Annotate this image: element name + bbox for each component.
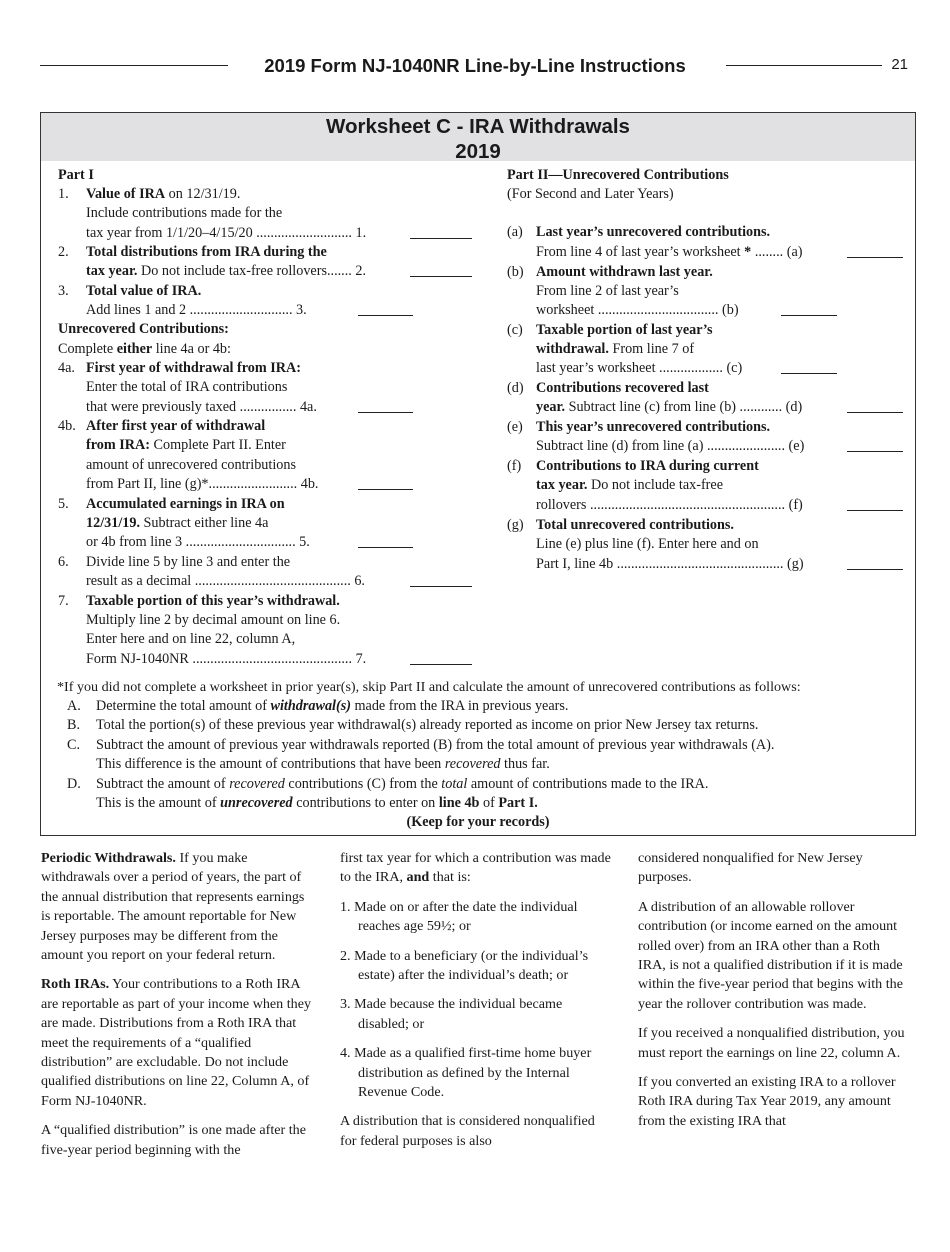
line-e-entry[interactable]	[847, 439, 903, 452]
line-a-text: From line 4 of last year’s worksheet * ........ (a)	[536, 244, 803, 260]
line-7-number: 7.	[58, 593, 69, 609]
line-5-label: Accumulated earnings in IRA on	[86, 496, 285, 512]
qualified-conditions-list	[340, 898, 612, 1103]
line-3-text: Add lines 1 and 2 ............................. 3.	[86, 302, 307, 318]
line-1-label: Value of IRA on 12/31/19.	[86, 186, 241, 202]
line-d-letter: (d)	[507, 380, 524, 396]
list-item: 2. Made to a beneficiary (or the individual’s estate) after the individual’s death; or	[340, 947, 589, 984]
line-b-label: Amount withdrawn last year.	[536, 264, 713, 280]
line-g-entry[interactable]	[847, 557, 903, 570]
line-6-entry[interactable]	[410, 574, 472, 587]
line-4b-number: 4b.	[58, 418, 76, 434]
line-g-label: Total unrecovered contributions.	[536, 517, 734, 533]
line-6-label: Divide line 5 by line 3 and enter the	[86, 554, 291, 570]
line-b-entry[interactable]	[781, 303, 837, 316]
line-4a-text: that were previously taxed ................ 4a.	[86, 399, 317, 415]
line-g-text: Line (e) plus line (f). Enter here and on	[536, 536, 759, 552]
footnote-c-text: Subtract the amount of previous year withdrawals reported (B) from the total amount of previous year withdrawals (A).	[96, 737, 775, 753]
line-c-label: Taxable portion of last year’s	[536, 322, 713, 338]
line-4a-entry[interactable]	[358, 400, 413, 413]
worksheet-c	[40, 112, 916, 836]
page-title: 2019 Form NJ-1040NR Line-by-Line Instructions	[236, 55, 714, 76]
rollover-paragraph: A distribution of an allowable rollover contribution (or income earned on the amount rolled over) from an IRA other than a Roth IRA, is not a qualified distribution if it is made within the five-year period that begins with the year the rollover contribution was made.	[638, 898, 903, 1012]
worksheet-header	[41, 113, 915, 161]
line-e-label: This year’s unrecovered contributions.	[536, 419, 771, 435]
line-d-label: Contributions recovered last	[536, 380, 709, 396]
list-item: 1. Made on or after the date the individual reaches age 59½; or	[340, 898, 578, 935]
worksheet-year: 2019	[455, 140, 501, 163]
line-4a-label: First year of withdrawal from IRA:	[86, 360, 302, 376]
nonqualified-continued: considered nonqualified for New Jersey purposes.	[638, 850, 863, 886]
line-5-entry[interactable]	[358, 535, 413, 548]
line-2-entry[interactable]	[410, 264, 472, 277]
nonqualified-earnings-paragraph: If you received a nonqualified distribution, you must report the earnings on line 22, column A.	[638, 1025, 905, 1061]
line-a-entry[interactable]	[847, 245, 903, 258]
line-4b-text: from Part II, line (g)*......................... 4b.	[86, 476, 319, 492]
line-1-text: Include contributions made for the	[86, 205, 283, 221]
line-e-letter: (e)	[507, 419, 523, 435]
line-7-text: Enter here and on line 22, column A,	[86, 631, 296, 647]
periodic-withdrawals-paragraph: Periodic Withdrawals. If you make withdrawals over a period of years, the part of the annual distribution that represents earnings is reportable. The amount reportable for New Jersey purposes may be different from the amount you report on your federal return.	[41, 850, 305, 964]
line-f-text: tax year. Do not include tax-free	[536, 477, 723, 493]
footnote-a-letter: A.	[67, 698, 81, 714]
line-f-letter: (f)	[507, 458, 522, 474]
line-7-entry[interactable]	[410, 652, 472, 665]
line-b-letter: (b)	[507, 264, 524, 280]
line-6-number: 6.	[58, 554, 69, 570]
line-3-label: Total value of IRA.	[86, 283, 202, 299]
page-header	[0, 52, 950, 80]
line-a-letter: (a)	[507, 224, 523, 240]
line-d-entry[interactable]	[847, 400, 903, 413]
footnote-intro: *If you did not complete a worksheet in prior year(s), skip Part II and calculate the amount of unrecovered contributions as follows:	[57, 679, 801, 695]
line-d-text: year. Subtract line (c) from line (b) ............ (d)	[536, 399, 803, 415]
line-5-number: 5.	[58, 496, 69, 512]
page-number: 21	[883, 52, 908, 78]
footnote-b-letter: B.	[67, 717, 81, 733]
line-a-label: Last year’s unrecovered contributions.	[536, 224, 771, 240]
line-7-text: Form NJ-1040NR ............................................. 7.	[86, 651, 367, 667]
worksheet-title: Worksheet C - IRA Withdrawals	[326, 115, 630, 138]
unrecovered-contributions-heading: Unrecovered Contributions:	[58, 321, 229, 337]
line-3-number: 3.	[58, 283, 69, 299]
line-4a-number: 4a.	[58, 360, 75, 376]
line-c-entry[interactable]	[781, 361, 837, 374]
line-1-entry[interactable]	[410, 226, 472, 239]
part-2-subheading: (For Second and Later Years)	[507, 186, 674, 202]
column-3	[638, 849, 906, 1141]
line-5-text: 12/31/19. Subtract either line 4a	[86, 515, 269, 531]
line-b-text: From line 2 of last year’s	[536, 283, 679, 299]
line-f-text: rollovers ....................................................... (f)	[536, 497, 803, 513]
keep-for-records: (Keep for your records)	[406, 814, 550, 830]
line-4b-entry[interactable]	[358, 477, 413, 490]
list-item: 4. Made as a qualified first-time home buyer distribution as defined by the Internal Revenue Code.	[340, 1045, 592, 1101]
line-7-label: Taxable portion of this year’s withdrawal.	[86, 593, 340, 609]
qualified-conditions-intro: first tax year for which a contribution was made to the IRA, and that is:	[340, 850, 611, 886]
line-7-text: Multiply line 2 by decimal amount on line 6.	[86, 612, 341, 628]
line-4b-text: amount of unrecovered contributions	[86, 457, 296, 473]
part-2-heading: Part II—Unrecovered Contributions	[507, 167, 729, 183]
line-g-letter: (g)	[507, 517, 524, 533]
part-1-heading: Part I	[58, 167, 94, 183]
line-6-text: result as a decimal ............................................ 6.	[86, 573, 365, 589]
line-f-entry[interactable]	[847, 498, 903, 511]
qualified-distribution-paragraph: A “qualified distribution” is one made after the five-year period beginning with the	[41, 1122, 306, 1158]
line-c-text: last year’s worksheet .................. (c)	[536, 360, 743, 376]
line-4a-text: Enter the total of IRA contributions	[86, 379, 288, 395]
roth-iras-paragraph: Roth IRAs. Your contributions to a Roth IRA are reportable as part of your income when they are made. Distributions from a Roth IRA that meet the requirements of a “qualified distribution” are excludable. Do not include qualified distributions on line 22, Column A, of Form NJ-1040NR.	[41, 976, 312, 1109]
line-f-label: Contributions to IRA during current	[536, 458, 759, 474]
line-5-text: or 4b from line 3 ............................... 5.	[86, 534, 310, 550]
unrecovered-instruction: Complete either line 4a or 4b:	[58, 341, 231, 357]
footnote-d-text: This is the amount of unrecovered contributions to enter on line 4b of Part I.	[96, 795, 538, 811]
list-item: 3. Made because the individual became disabled; or	[340, 996, 563, 1032]
line-3-entry[interactable]	[358, 303, 413, 316]
line-1-text: tax year from 1/1/20–4/15/20 ........................... 1.	[86, 225, 367, 241]
line-c-letter: (c)	[507, 322, 523, 338]
line-1-number: 1.	[58, 186, 69, 202]
column-1	[41, 849, 314, 1170]
footnote-b-text: Total the portion(s) of these previous year withdrawal(s) already reported as income on prior New Jersey tax returns.	[96, 717, 759, 733]
line-4b-label: After first year of withdrawal	[86, 418, 266, 434]
footnote-d-text: Subtract the amount of recovered contributions (C) from the total amount of contributions made to the IRA.	[96, 776, 709, 792]
line-2-label: Total distributions from IRA during the	[86, 244, 327, 260]
line-b-text: worksheet .................................. (b)	[536, 302, 739, 318]
line-c-text: withdrawal. From line 7 of	[536, 341, 695, 357]
footnote-c-text: This difference is the amount of contributions that have been recovered thus far.	[96, 756, 550, 772]
line-e-text: Subtract line (d) from line (a) ...................... (e)	[536, 438, 805, 454]
line-2-number: 2.	[58, 244, 69, 260]
column-2	[340, 849, 612, 1161]
footnote-a-text: Determine the total amount of withdrawal(s) made from the IRA in previous years.	[96, 698, 569, 714]
roth-conversion-paragraph: If you converted an existing IRA to a rollover Roth IRA during Tax Year 2019, any amount from the existing IRA that	[638, 1074, 896, 1129]
nonqualified-paragraph: A distribution that is considered nonqualified for federal purposes is also	[340, 1113, 595, 1149]
line-2-text: tax year. Do not include tax-free rollovers....... 2.	[86, 263, 366, 279]
line-g-text: Part I, line 4b ............................................... (g)	[536, 556, 804, 572]
footnote-d-letter: D.	[67, 776, 81, 792]
footnote-c-letter: C.	[67, 737, 81, 753]
line-4b-text: from IRA: Complete Part II. Enter	[86, 437, 286, 453]
